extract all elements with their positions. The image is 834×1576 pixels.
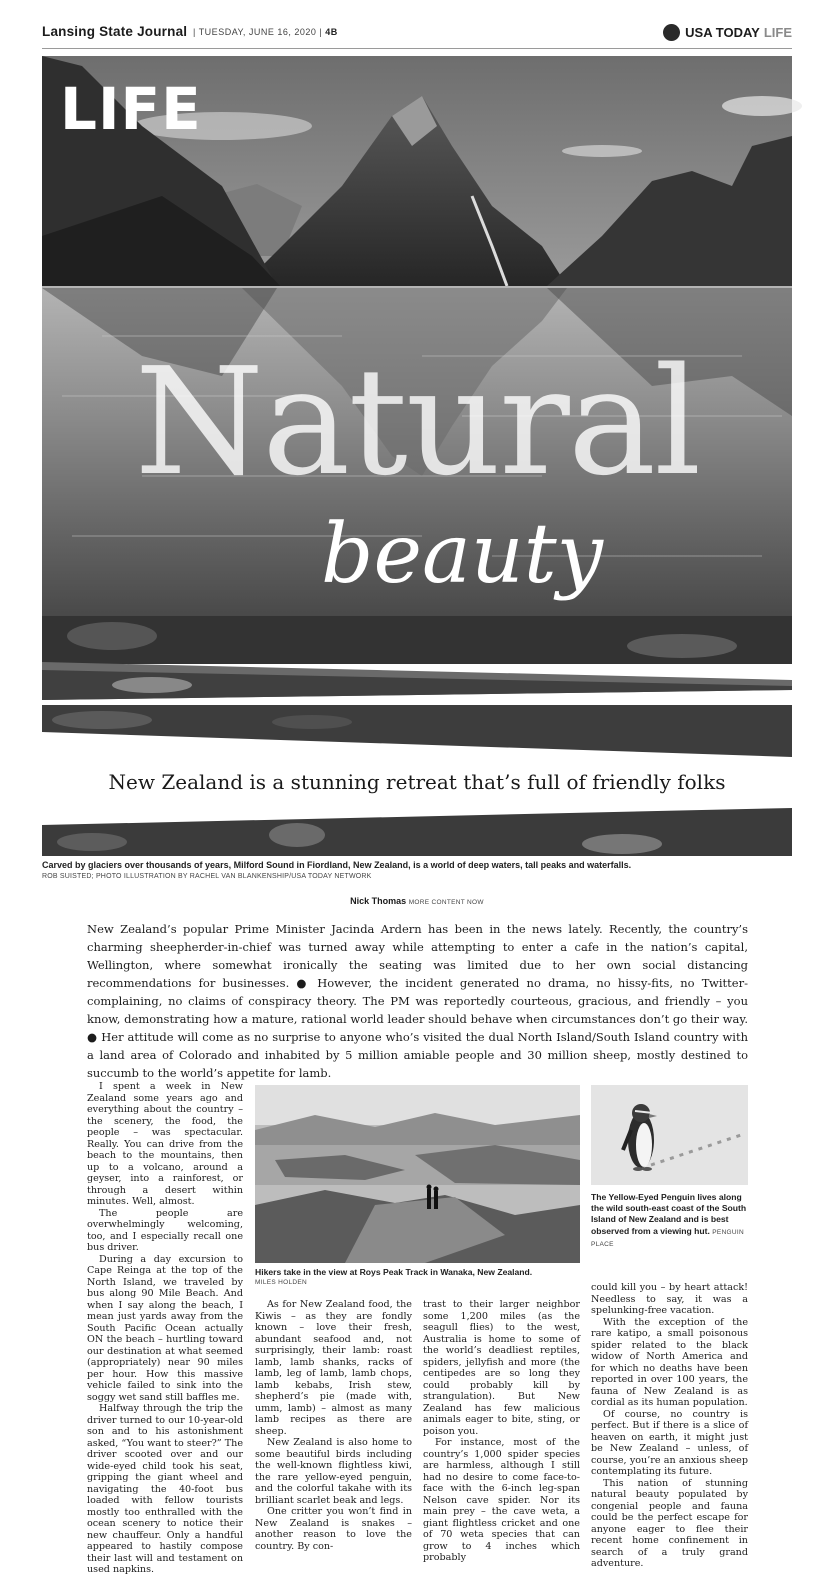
torn-photo-strips	[42, 660, 792, 860]
paragraph: One critter you won’t find in New Zealand is snakes – another reason to love the country. By con-	[255, 1506, 412, 1552]
paragraph: Of course, no country is perfect. But if there is a slice of heaven on earth, it might just be New Zealand – unless, of course, you’re an anxious sheep contemplating its future.	[591, 1408, 748, 1477]
paragraph: For instance, most of the country’s 1,000 spider species are harmless, although I still had no desire to come face-to-face with the 6-inch leg-span Nelson cave spider. Nor its main prey – the cave weta, a giant flightless cricket and one of 70 weta species that can grow to 4 inches which probably	[423, 1437, 580, 1563]
usa-today-life-logo	[663, 22, 792, 42]
article-column-3	[423, 1299, 580, 1564]
article-column-4	[591, 1282, 748, 1570]
penguin-photo-credit: PENGUIN PLACE	[591, 1228, 745, 1248]
brand-name: USA TODAY	[685, 24, 760, 40]
article-column-1	[87, 1081, 243, 1576]
paragraph: New Zealand is also home to some beautiful birds including the well-known flightless kiwi, the rare yellow-eyed penguin, and the colorful takahe with its brilliant scarlet beak and legs.	[255, 1437, 412, 1506]
paragraph: trast to their larger neighbor some 1,200 miles (as the seagull flies) to the west, Australia is home to some of the world’s deadliest reptiles, spiders, jellyfish and more (the centipedes are so long they could probably kill by strangulation). But New Zealand has few malicious animals eager to bite, sting, or poison you.	[423, 1299, 580, 1437]
hikers-photo	[255, 1085, 580, 1263]
deck-subheadline: New Zealand is a stunning retreat that’s full of friendly folks	[108, 770, 726, 794]
paragraph: I spent a week in New Zealand some years ago and everything about the country – the scenery, the food, the people – was spectacular. Really. You can drive from the beach to the mountains, then up to a volcano, around a geyser, into a rainforest, or through a desert within minutes. Well, almost.	[87, 1081, 243, 1207]
byline	[0, 896, 834, 906]
author-affiliation: MORE CONTENT NOW	[408, 899, 484, 906]
author-name: Nick Thomas	[350, 896, 407, 906]
paragraph: The people are overwhelmingly welcoming, too, and I especially recall one bus driver.	[87, 1207, 243, 1253]
article-column-2	[255, 1299, 412, 1552]
dateline: | TUESDAY, JUNE 16, 2020 | 4B	[193, 27, 338, 37]
paragraph: This nation of stunning natural beauty populated by congenial people and fauna could be the perfect escape for anyone eager to flee their recent home confinement in search of a truly grand adventure.	[591, 1477, 748, 1569]
penguin-photo	[591, 1085, 748, 1185]
usa-today-dot-icon	[663, 24, 680, 41]
hikers-photo-credit: MILES HOLDEN	[255, 1279, 308, 1286]
section-label: LIFE	[60, 75, 202, 143]
paragraph: As for New Zealand food, the Kiwis – as they are fondly known – love their fresh, abundant seafood and, not surprisingly, their lamb: roast lamb, lamb shanks, racks of lamb, leg of lamb, lamb chops, lamb kebabs, Irish stew, shepherd’s pie (made with, umm, lamb) – almost as many lamb recipes as there are sheep.	[255, 1299, 412, 1437]
masthead	[42, 22, 792, 44]
hero-photo	[42, 56, 792, 664]
main-photo-caption: Carved by glaciers over thousands of years, Milford Sound in Fiordland, New Zealand, is a world of deep waters, tall peaks and waterfalls.	[42, 860, 632, 870]
penguin-photo-caption	[591, 1192, 749, 1250]
brand-section: LIFE	[763, 24, 792, 40]
lede-text: New Zealand’s popular Prime Minister Jacinda Ardern has been in the news lately. Recently, the country’s charming sheepherder-in-chief was turned away while attempting to enter a cafe in the nation’s capital, Wellington, where somewhat ironically the seating was limited due to her own social distancing recommendations for businesses. ● However, the incident generated no drama, no hissy-fits, no Twitter-complaining, no claims of conspiracy theory. The PM was reportedly courteous, gracious, and friendly – you know, demonstrating how a mature, rational world leader should behave when circumstances don’t go their way. ● Her attitude will come as no surprise to anyone who’s visited the dual North Island/South Island country with a land area of Colorado and inhabited by 5 million amiable people and 30 million sheep, mostly destined to succumb to the world’s appetite for lamb.	[87, 922, 748, 1080]
hikers-photo-caption: Hikers take in the view at Roys Peak Track in Wanaka, New Zealand.	[255, 1267, 533, 1277]
lede-paragraph	[87, 920, 748, 1082]
penguin-caption-text: The Yellow-Eyed Penguin lives along the wild south-east coast of the South Island of New Zealand and is best observed from a viewing hut.	[591, 1192, 747, 1236]
paragraph: Halfway through the trip the driver turned to our 10-year-old son and to his astonishment asked, “You want to steer?” The driver scooted over and our wide-eyed child took his seat, gripping the giant wheel and navigating the 40-foot bus loaded with fellow tourists mostly too enthralled with the ocean scenery to notice their new chauffeur. Only a handful appeared to hastily compose their last will and testament on used napkins.	[87, 1403, 243, 1575]
page-number: 4B	[325, 27, 338, 37]
newspaper-name: Lansing State Journal	[42, 24, 188, 39]
main-photo-credit: ROB SUISTED; PHOTO ILLUSTRATION BY RACHEL VAN BLANKENSHIP/USA TODAY NETWORK	[42, 873, 372, 880]
paragraph: During a day excursion to Cape Reinga at the top of the North Island, we traveled by bus along 90 Mile Beach. And when I say along the beach, I mean just yards away from the South Pacific Ocean actually ON the beach – hurtling toward our destination at what seemed (appropriately) near 90 miles per hour. How this massive vehicle failed to sink into the soggy wet sand still baffles me.	[87, 1253, 243, 1403]
hikers-illustration	[255, 1085, 580, 1263]
date-text: TUESDAY, JUNE 16, 2020	[198, 27, 317, 37]
headline-natural: Natural	[134, 336, 700, 508]
paragraph: With the exception of the rare katipo, a small poisonous spider related to the black widow of North America and for which no deaths have been reported in over 100 years, the fauna of New Zealand is as cordial as its human population.	[591, 1316, 748, 1408]
paragraph: could kill you – by heart attack! Needless to say, it was a spelunking-free vacation.	[591, 1282, 748, 1316]
penguin-illustration	[591, 1085, 748, 1185]
masthead-rule	[42, 48, 792, 49]
headline-beauty: beauty	[321, 507, 603, 602]
